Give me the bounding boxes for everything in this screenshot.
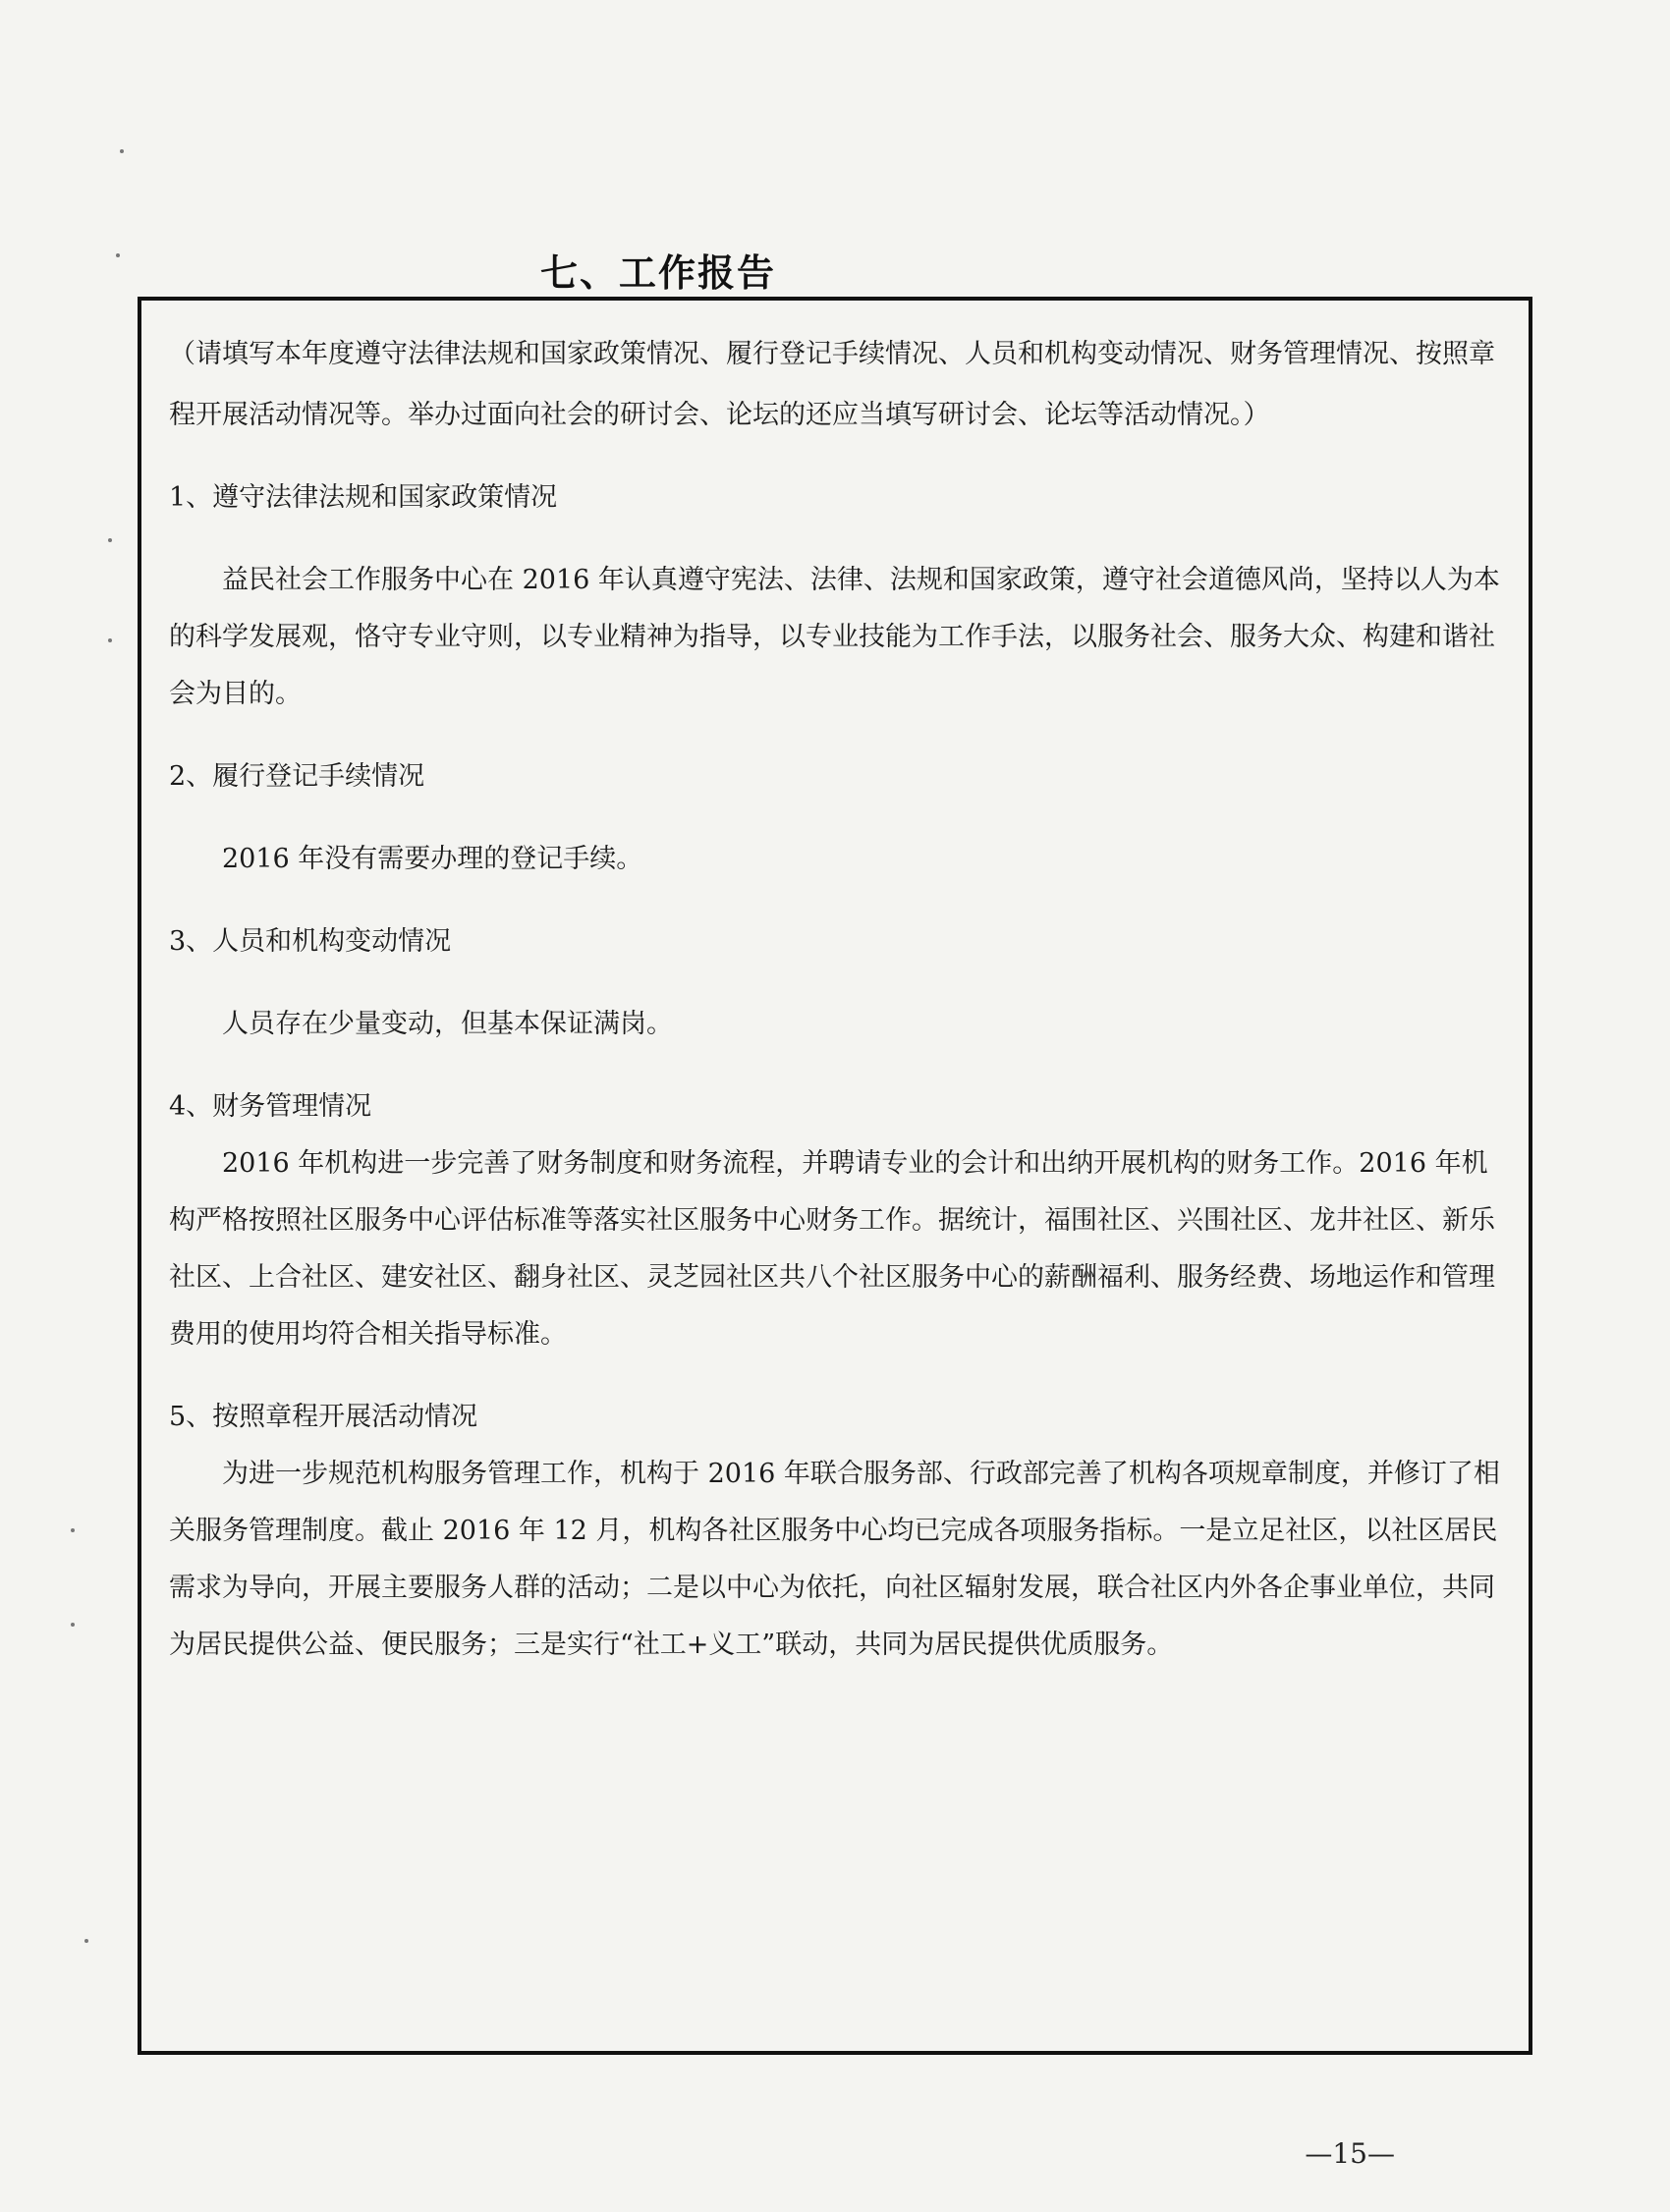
section-financial-management (169, 1082, 1503, 1363)
section-legal-compliance (169, 473, 1503, 723)
section-heading: 1、遵守法律法规和国家政策情况 (169, 482, 558, 513)
work-report-box (138, 297, 1532, 2055)
section-body: 人员存在少量变动，但基本保证满岗。 (222, 1009, 673, 1039)
scan-mark (71, 1623, 75, 1627)
section-heading: 5、按照章程开展活动情况 (169, 1402, 478, 1432)
section-heading: 3、人员和机构变动情况 (169, 926, 452, 957)
section-registration (169, 752, 1503, 888)
fill-instructions: （请填写本年度遵守法律法规和国家政策情况、履行登记手续情况、人员和机构变动情况、财务管理情况、按照章程开展活动情况等。举办过面向社会的研讨会、论坛的还应当填写研讨会、论坛等活动情况。） (169, 339, 1495, 430)
section-body: 2016 年机构进一步完善了财务制度和财务流程，并聘请专业的会计和出纳开展机构的财务工作。2016 年机构严格按照社区服务中心评估标准等落实社区服务中心财务工作。据统计，福围社区、兴围社区、龙井社区、新乐社区、上合社区、建安社区、翻身社区、灵芝园社区共八个社区服务中心的薪酬福利、服务经费、场地运作和管理费用的使用均符合相关指导标准。 (169, 1148, 1495, 1350)
scan-mark (108, 538, 112, 542)
section-body: 益民社会工作服务中心在 2016 年认真遵守宪法、法律、法规和国家政策，遵守社会道德风尚，坚持以人为本的科学发展观，恪守专业守则，以专业精神为指导，以专业技能为工作手法，以服务社会、服务大众、构建和谐社会为目的。 (169, 565, 1500, 709)
section-heading: 4、财务管理情况 (169, 1091, 372, 1122)
scan-mark (71, 1528, 75, 1532)
section-heading: 2、履行登记手续情况 (169, 761, 425, 792)
section-charter-activities (169, 1393, 1503, 1674)
section-body: 2016 年没有需要办理的登记手续。 (222, 844, 643, 874)
section-personnel-changes (169, 917, 1503, 1053)
page-number: —15— (1305, 2137, 1395, 2170)
scan-mark (120, 149, 124, 153)
scan-mark (108, 638, 112, 642)
page-title: 七、工作报告 (539, 251, 776, 296)
section-body: 为进一步规范机构服务管理工作，机构于 2016 年联合服务部、行政部完善了机构各项规章制度，并修订了相关服务管理制度。截止 2016 年 12 月，机构各社区服务中心均已完成各项服务指标。一是立足社区，以社区居民需求为导向，开展主要服务人群的活动；二是以中心为依托，向社区辐射发展，联合社区内外各企事业单位，共同为居民提供公益、便民服务；三是实行“社工+义工”联动，共同为居民提供优质服务。 (169, 1459, 1500, 1660)
scan-mark (84, 1939, 88, 1943)
